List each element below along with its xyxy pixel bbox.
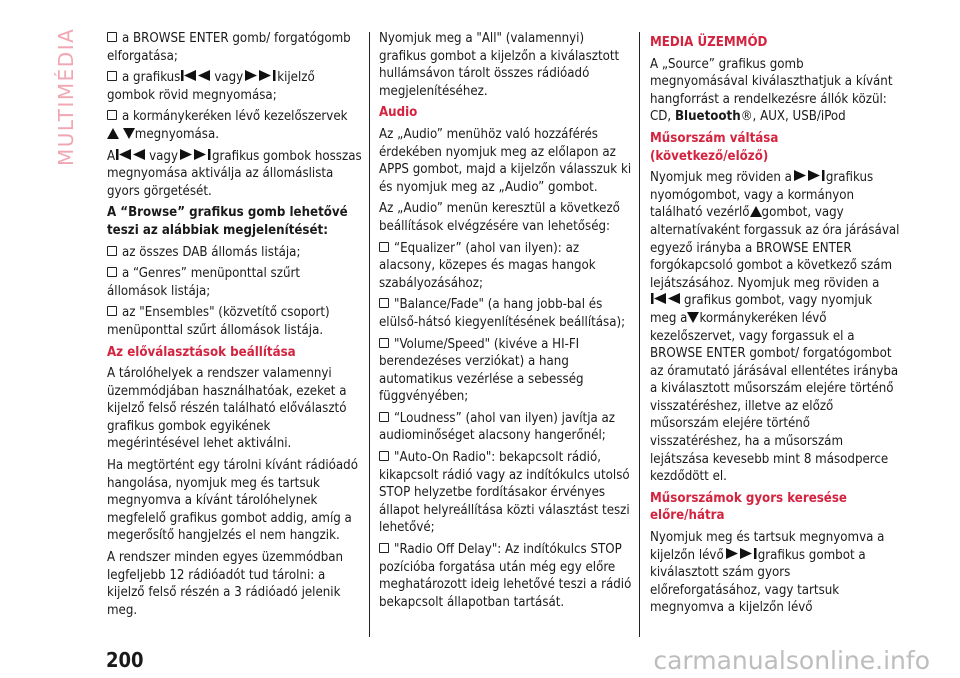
checkbox-icon [107, 71, 117, 81]
bullet-item: “Loudness” (ahol van ilyen) javítja az audiominőséget alacsony hangerőnél; [379, 410, 616, 444]
bullet-item: "Radio Off Delay": Az indítókulcs STOP pozícióba forgatása után még egy előre meghatározott ideig lehetővé teszi a rádió bekapcsolt állapotban tartását. [379, 542, 632, 610]
side-tab [50, 27, 82, 170]
bullet-item: "Balance/Fade" (a hang jobb-bal és elülső-hátsó kiegyenlítésének beállítása); [379, 297, 626, 330]
column-divider [369, 32, 370, 637]
up-arrow-icon [107, 128, 119, 139]
checkbox-icon [379, 451, 389, 461]
paragraph: A rendszer minden egyes üzemmódban legfeljebb 12 rádióadót tud tárolni: a kijelző felső részén a 3 rádióadó jelenik meg. [107, 550, 344, 618]
checkbox-icon [379, 338, 389, 348]
fast-forward-icon [792, 169, 826, 182]
side-tab-label: MULTIMÉDIA [54, 27, 78, 166]
bullet-item: "Auto-On Radio": bekapcsolt rádió, kikapcsolt rádió vagy az indítókulcs utolsó STOP helyzetbe fordításakor érvényes állapot helyreállítása közti választást teszi lehetővé; [379, 450, 630, 536]
checkbox-icon [379, 242, 389, 252]
bullet-item: a kormánykeréken lévő kezelőszervek megnyomása. [107, 108, 363, 143]
bullet-item: "Volume/Speed" (kivéve a HI-FI berendezéses verziókat) a hang automatikus vezérlése a sebesség függvényében; [379, 336, 584, 405]
subsection-heading: Műsorszám váltása (következő/előző) [650, 130, 779, 164]
rewind-icon [650, 292, 684, 305]
paragraph: A tárolóhelyek a rendszer valamennyi üzemmódjában használhatóak, ezeket a kijelző felső részén található előválasztó grafikus gombok egyikének megérintésével lehet aktiválni. [107, 366, 347, 452]
bullet-item: “Equalizer” (ahol van ilyen): az alacsony, közepes és magas hangok szabályozásához; [379, 240, 596, 291]
up-arrow-icon [750, 206, 762, 217]
fast-forward-icon [178, 148, 212, 161]
column-2 [379, 30, 632, 615]
column-divider [639, 32, 640, 637]
column-1 [107, 30, 363, 623]
column-3 [650, 30, 900, 621]
watermark: carmanualsonline.info [653, 646, 930, 675]
checkbox-icon [107, 110, 117, 120]
fast-forward-icon [724, 547, 758, 560]
down-arrow-icon [687, 312, 699, 323]
checkbox-icon [107, 267, 117, 277]
fast-forward-icon [243, 69, 277, 82]
bullet-item: a “Genres” menüponttal szűrt állomások listája; [107, 266, 301, 299]
checkbox-icon [379, 298, 389, 308]
paragraph: Az „Audio” menün keresztül a következő beállítások elvégzésére van lehetőség: [379, 201, 620, 234]
down-arrow-icon [123, 128, 135, 139]
paragraph: Nyomjuk meg röviden a grafikus nyomógombot, vagy a kormányon található vezérlő gombot, vagy alternatívaként forgassuk az óra járásával egyező irányba a BROWSE ENTER forgókapcsoló gombot a következő szám lejátszásához. Nyomjuk meg röviden agrafikus gombot, vagy nyomjuk meg a kormánykeréken lévő kezelőszervet, vagy forgassuk el a BROWSE ENTER gombot/ forgatógombot az óramutató járásával ellentétes irányba a kiválasztott műsorszám elejére történő visszatéréshez, illetve az előző műsorszám elejére történő visszatéréshez, ha a műsorszám lejátszása kevesebb mint 8 másodperce kezdődött el. [650, 170, 900, 485]
checkbox-icon [107, 32, 117, 42]
rewind-icon [115, 148, 149, 161]
paragraph: Nyomjuk meg és tartsuk megnyomva a kijelzőn lévő grafikus gombot a kiválasztott szám gyors előreforgatásához, vagy tartsuk megnyomva a kijelzőn lévő [650, 530, 885, 616]
section-heading: MEDIA ÜZEMMÓD [650, 35, 768, 50]
page-number: 200 [106, 648, 144, 672]
section-heading: A “Browse” grafikus gomb lehetővé teszi az alábbiak megjelenítését: [107, 205, 348, 238]
subsection-heading: Az előválasztások beállítása [107, 344, 296, 360]
bullet-item: az "Ensembles" (közvetítő csoport) menüponttal szűrt állomások listája. [107, 305, 330, 338]
checkbox-icon [379, 543, 389, 553]
checkbox-icon [107, 306, 117, 316]
paragraph: A vagy grafikus gombok hosszas megnyomása aktiválja az állomáslista gyors görgetését. [107, 148, 362, 199]
paragraph: A „Source” grafikus gomb megnyomásával kiválaszthatjuk a kívánt hangforrást a rendelkezésre állók közül: CD, Bluetooth®, AUX, USB/iPod [650, 56, 893, 125]
paragraph: Az „Audio” menühöz való hozzáférés érdekében nyomjuk meg az előlapon az APPS gombot, majd a kijelzőn válasszuk ki és nyomjuk meg az „Audio” gombot. [379, 126, 632, 195]
paragraph: Nyomjuk meg a "All" (valamennyi) grafikus gombot a kijelzőn a kiválasztott hullámsávon tárolt összes rádióadó megjelenítéséhez. [379, 31, 620, 99]
checkbox-icon [107, 246, 117, 256]
bullet-item: az összes DAB állomás listája; [107, 244, 363, 262]
rewind-icon [180, 69, 214, 82]
checkbox-icon [379, 412, 389, 422]
subsection-heading: Műsorszámok gyors keresése előre/hátra [650, 490, 847, 524]
subsection-heading: Audio [379, 105, 418, 121]
bullet-item: a BROWSE ENTER gomb/ forgatógomb elforgatása; [107, 31, 351, 64]
bullet-item: a grafikus vagy kijelző gombok rövid megnyomása; [107, 70, 315, 103]
paragraph: Ha megtörtént egy tárolni kívánt rádióadó hangolása, nyomjuk meg és tartsuk megnyomva a kívánt tárolóhelynek megfelelő grafikus gombot addig, amíg a megerősítő hangjelzés el nem hangzik. [107, 458, 358, 544]
